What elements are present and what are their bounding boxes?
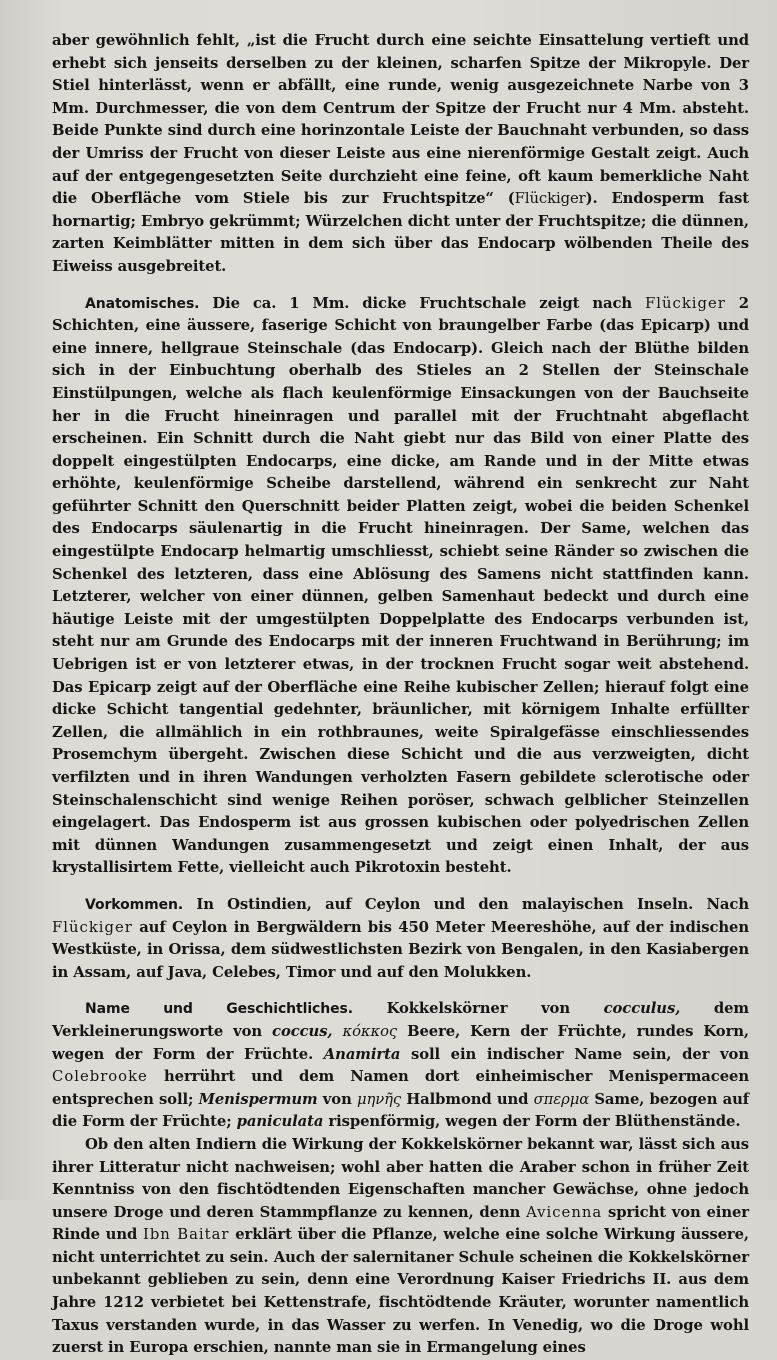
text-run: Kokkelskörner von [352, 1000, 604, 1018]
text-run: dem Verkleinerungsworte von [52, 1000, 749, 1040]
author-name: Avicenna [526, 1203, 603, 1221]
text-run: Beere, Kern der Früchte, rundes Korn, wegen der Form der Früchte. [52, 1022, 749, 1063]
paragraph-name-und-geschichtliches [52, 998, 749, 1134]
body-text [52, 30, 749, 1360]
paragraph-history [52, 1134, 749, 1360]
text-run: herrührt und dem Namen dort einheimischer Menispermaceen entsprechen soll; [52, 1068, 749, 1108]
author-name: Flückiger [645, 294, 726, 312]
author-name: Flückiger [52, 918, 133, 936]
latin-term: cocculus, [603, 1000, 681, 1018]
greek-word: κόκκος [342, 1022, 398, 1040]
greek-word: σπερμα [533, 1090, 590, 1108]
text-run: von [317, 1090, 357, 1108]
paragraph-fruit-description [52, 30, 749, 279]
author-name: Ibn Baitar [142, 1226, 230, 1244]
author-name: Colebrooke [52, 1068, 148, 1086]
text-run: Ob den alten Indiern die Wirkung der Kokkelskörner bekannt war, lässt sich aus ihrer Litteratur nicht nachweisen; wohl aber hatten die Araber schon in früher Zeit Kenntniss von den fischtödtenden Eigenschaften mancher Gewächse, ohne jedoch unsere Droge und deren Stammpflanze zu kennen, denn [52, 1135, 749, 1221]
text-run: ). Endosperm fast hornartig; Embryo gekrümmt; Würzelchen dicht unter der Fruchtspitze; die dünnen, zarten Keimblätter mitten in dem sich über das Endocarp wölbenden Theile des Eiweiss ausgebreitet. [52, 190, 750, 275]
text-run: Halbmond und [401, 1090, 534, 1108]
section-heading: Vorkommen. [85, 896, 184, 913]
text-run: aber gewöhnlich fehlt, „ist die Frucht durch eine seichte Einsattelung vertieft und erhebt sich jenseits derselben zu der kleinen, scharfen Spitze der Mikropyle. Der Stiel hinterlässt, wenn er abfällt, eine runde, wenig ausgezeichnete Narbe von 3 Mm. Durchmesser, die von dem Centrum der Spitze der Frucht nur 4 Mm. absteht. Beide Punkte sind durch eine horinzontale Leiste der Bauchnaht verbunden, so dass der Umriss der Frucht von dieser Leiste aus eine nierenförmige Gestalt zeigt. Auch auf der entgegengesetzten Seite durchzieht eine feine, oft kaum bemerkliche Naht die Oberfläche vom Stiele bis zur Fruchtspitze“ ( [52, 32, 749, 208]
section-heading: Anatomisches. [85, 295, 200, 312]
author-name: Flückiger [514, 190, 586, 208]
text-run: spricht von einer Rinde und [52, 1203, 749, 1244]
text-run: 2 Schichten, eine äussere, faserige Schicht von braungelber Farbe (das Epicarp) und eine innere, hellgraue Steinschale (das Endocarp). Gleich nach der Blüthe bilden sich in der Einbuchtung oberhalb des Stieles an 2 Stellen der Steinschale Einstülpungen, welche als flach keulenförmige Einsackungen von der Bauchseite her in die Frucht hineinragen und parallel mit der Fruchtnaht abgeflacht erscheinen. Ein Schnitt durch die Naht giebt nur das Bild von einer Platte des doppelt eingestülpten Endocarps, eine dicke, am Rande und in der Mitte etwas erhöhte, keulenförmige Scheibe darstellend, während ein senkrecht zur Naht geführter Schnitt den Querschnitt beider Platten zeigt, wobei die beiden Schenkel des Endocarps säulenartig in die Frucht hineinragen. Der Same, welchen das eingestülpte Endocarp helmartig umschliesst, schiebt seine Ränder so zwischen die Schenkel des letzteren, dass eine Ablösung des Samens nicht stattfinden kann. Letzterer, welcher von einer dünnen, gelben Samenhaut bedeckt und durch eine häutige Leiste mit der umgestülpten Doppelplatte des Endocarps verbunden ist, steht nur am Grunde des Endocarps mit der inneren Fruchtwand in Berührung; im Uebrigen ist er von letzterer etwas, in der trocknen Frucht sogar weit abstehend. Das Epicarp zeigt auf der Oberfläche eine Reihe kubischer Zellen; hierauf folgt eine dicke Schicht tangential gedehnter, bräunlicher, mit körnigem Inhalte erfüllter Zellen, die allmählich in ein rothbraunes, weite Spiralgefässe einschliessendes Prosemchym übergeht. Zwischen diese Schicht und die aus verzweigten, dicht verfilzten und in ihren Wandungen verholzten Fasern gebildete sclerotische oder Steinschalenschicht sind wenige Reihen poröser, schwach gelblicher Steinzellen eingelagert. Das Endosperm ist aus grossen kubischen oder polyedrischen Zellen mit dünnen Wandungen zusammengesetzt und zeigt einen Inhalt, der aus krystallisirtem Fette, vielleicht auch Pikrotoxin besteht. [52, 294, 749, 877]
text-run: Die ca. 1 Mm. dicke Fruchtschale zeigt nach [199, 294, 646, 312]
latin-term: Menispermum [198, 1090, 318, 1108]
text-run: auf Ceylon in Bergwäldern bis 450 Meter Meereshöhe, auf der indischen Westküste, in Orissa, dem südwestlichsten Bezirk von Bengalen, in den Kasiabergen in Assam, auf Java, Celebes, Timor und auf den Molukken. [52, 918, 749, 981]
text-run: In Ostindien, auf Ceylon und den malayischen Inseln. Nach [183, 895, 749, 913]
paragraph-anatomisches [52, 293, 749, 880]
paragraph-vorkommen [52, 894, 749, 984]
latin-term: coccus, [272, 1022, 333, 1040]
text-run: soll ein indischer Name sein, der von [400, 1045, 749, 1063]
text-run: rispenförmig, wegen der Form der Blüthenstände. [323, 1113, 741, 1131]
section-heading: Name und Geschichtliches. [85, 1001, 353, 1018]
latin-term: paniculata [236, 1113, 324, 1131]
text-run: erklärt über die Pflanze, welche eine solche Wirkung äussere, nicht unterrichtet zu sein. Auch der salernitaner Schule scheinen die Kokkelskörner unbekannt geblieben zu sein, denn eine Verordnung Kaiser Friedrichs II. aus dem Jahre 1212 verbietet bei Kettenstrafe, fischtödtende Kräuter, worunter namentlich Taxus verstanden wurde, in das Wasser zu werfen. In Venedig, wo die Droge wohl zuerst in Europa erschien, nannte man sie in Ermangelung eines [52, 1226, 749, 1357]
greek-word: μηνη̃ς [356, 1090, 402, 1108]
text-run: Same, bezogen auf die Form der Früchte; [52, 1090, 749, 1131]
latin-term: Anamirta [323, 1045, 401, 1063]
